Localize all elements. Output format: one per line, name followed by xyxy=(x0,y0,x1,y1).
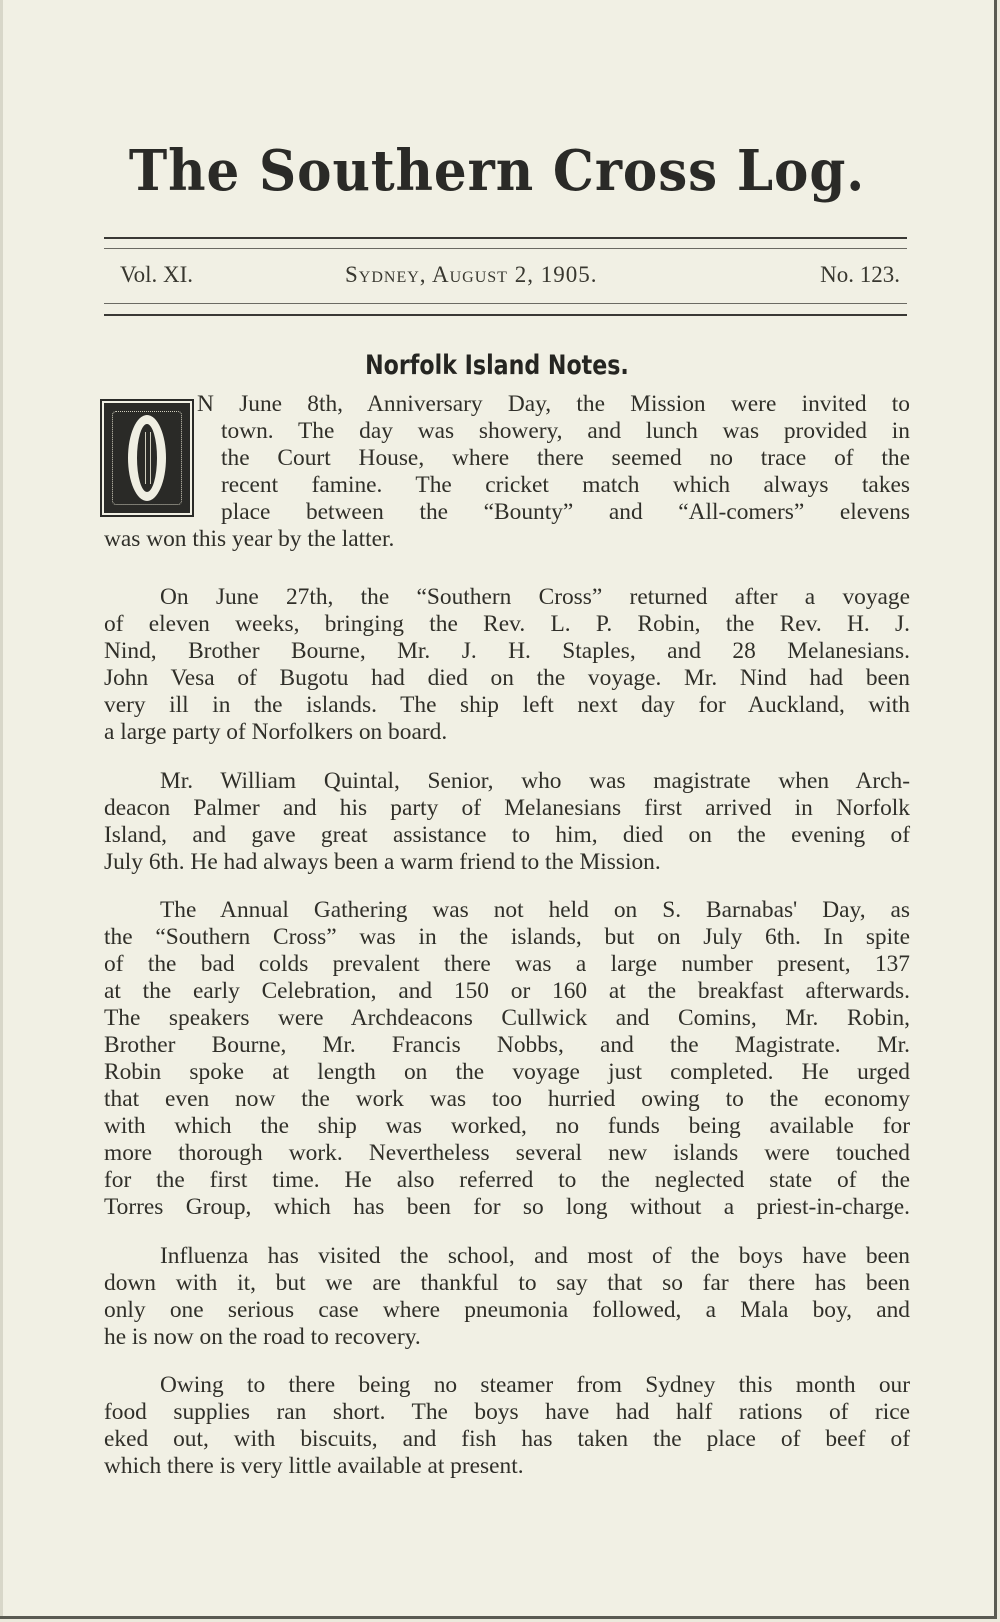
paragraph-3-line-3: Island, and gave great assistance to him, died on the evening of xyxy=(104,822,910,848)
volume-label: Vol. XI. xyxy=(120,262,194,287)
paragraph-1-line-6: was won this year by the latter. xyxy=(104,526,395,552)
paragraph-4-line-12: Torres Group, which has been for so long without a priest-in-charge. xyxy=(104,1194,910,1220)
paragraph-3-line-4: July 6th. He had always been a warm friend to the Mission. xyxy=(104,849,661,875)
paragraph-4-line-4: at the early Celebration, and 150 or 160 at the breakfast afterwards. xyxy=(104,978,910,1004)
place-date: Sydney, August 2, 1905. xyxy=(345,262,598,287)
paragraph-1-line-5: place between the “Bounty” and “All-comers” elevens xyxy=(221,499,910,525)
paragraph-5-line-3: only one serious case where pneumonia followed, a Mala boy, and xyxy=(104,1297,910,1323)
issue-number: No. 123. xyxy=(820,262,900,287)
paragraph-4-line-3: of the bad colds prevalent there was a large number present, 137 xyxy=(104,951,910,977)
paragraph-3-line-1: Mr. William Quintal, Senior, who was magistrate when Arch- xyxy=(160,768,910,794)
paragraph-5-line-1: Influenza has visited the school, and most of the boys have been xyxy=(160,1243,910,1269)
paragraph-4-line-5: The speakers were Archdeacons Cullwick and Comins, Mr. Robin, xyxy=(104,1005,910,1031)
paragraph-1-line-1: N June 8th, Anniversary Day, the Mission were invited to xyxy=(197,391,910,417)
masthead-title: The Southern Cross Log. xyxy=(128,138,866,204)
paragraph-4-line-6: Brother Bourne, Mr. Francis Nobbs, and the Magistrate. Mr. xyxy=(104,1032,910,1058)
issue-line xyxy=(120,262,900,294)
paragraph-4-line-2: the “Southern Cross” was in the islands, but on July 6th. In spite xyxy=(104,924,910,950)
drop-cap-letter-o xyxy=(128,415,166,501)
masthead-rule-bottom-thick xyxy=(104,314,907,316)
paragraph-2-line-2: of eleven weeks, bringing the Rev. L. P. Robin, the Rev. H. J. xyxy=(104,611,910,637)
paragraph-3-line-2: deacon Palmer and his party of Melanesians first arrived in Norfolk xyxy=(104,795,910,821)
paragraph-2-line-6: a large party of Norfolkers on board. xyxy=(104,719,448,745)
paragraph-2-line-4: John Vesa of Bugotu had died on the voyage. Mr. Nind had been xyxy=(104,665,910,691)
paragraph-6-line-1: Owing to there being no steamer from Sydney this month our xyxy=(160,1372,910,1398)
paragraph-6-line-4: which there is very little available at present. xyxy=(104,1453,524,1479)
paragraph-4-line-1: The Annual Gathering was not held on S. Barnabas' Day, as xyxy=(160,897,910,923)
paragraph-4-line-11: for the first time. He also referred to the neglected state of the xyxy=(104,1167,910,1193)
paragraph-2-line-5: very ill in the islands. The ship left next day for Auckland, with xyxy=(104,692,910,718)
article-title: Norfolk Island Notes. xyxy=(365,350,629,381)
paragraph-4-line-10: more thorough work. Nevertheless several new islands were touched xyxy=(104,1140,910,1166)
drop-cap-ornament-icon xyxy=(104,403,190,513)
paragraph-4-line-7: Robin spoke at length on the voyage just completed. He urged xyxy=(104,1059,910,1085)
paragraph-6-line-2: food supplies ran short. The boys have had half rations of rice xyxy=(104,1399,910,1425)
paragraph-1-line-4: recent famine. The cricket match which always takes xyxy=(221,472,910,498)
paragraph-4-line-9: with which the ship was worked, no funds being available for xyxy=(104,1113,910,1139)
masthead-rule-bottom-thin xyxy=(104,303,907,304)
paragraph-4-line-8: that even now the work was too hurried owing to the economy xyxy=(104,1086,910,1112)
paragraph-5-line-2: down with it, but we are thankful to say that so far there has been xyxy=(104,1270,910,1296)
paragraph-1-line-3: the Court House, where there seemed no trace of the xyxy=(221,445,910,471)
paragraph-5-line-4: he is now on the road to recovery. xyxy=(104,1324,421,1350)
paragraph-2-line-1: On June 27th, the “Southern Cross” returned after a voyage xyxy=(160,584,910,610)
masthead-rule-top-thin xyxy=(104,248,907,249)
paragraph-1-line-2: town. The day was showery, and lunch was provided in xyxy=(221,418,910,444)
paragraph-2-line-3: Nind, Brother Bourne, Mr. J. H. Staples, and 28 Melanesians. xyxy=(104,638,910,664)
masthead-rule-top-thick xyxy=(104,237,907,239)
paragraph-6-line-3: eked out, with biscuits, and fish has taken the place of beef of xyxy=(104,1426,910,1452)
